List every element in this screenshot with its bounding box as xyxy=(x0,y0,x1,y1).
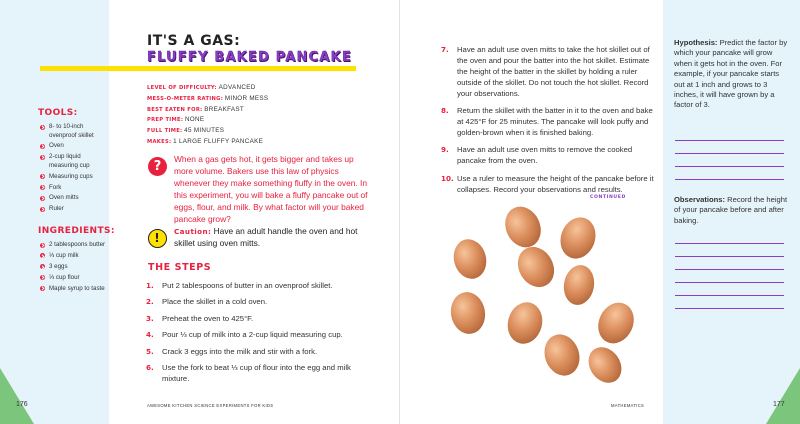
answer-line xyxy=(675,256,784,257)
answer-line xyxy=(675,269,784,270)
answer-line xyxy=(675,140,784,141)
answer-line xyxy=(675,243,784,244)
step-text: Use a ruler to measure the height of the pancake before it collapses. Record your observations and results. xyxy=(457,173,654,194)
list-item-label: Maple syrup to taste xyxy=(49,284,105,292)
corner-decoration-right xyxy=(766,368,800,424)
experiment-meta xyxy=(147,83,377,148)
list-item-label: Oven mitts xyxy=(49,194,79,202)
step-text: Preheat the oven to 425°F. xyxy=(162,313,254,323)
step-item xyxy=(146,329,374,340)
observations-answer-lines xyxy=(675,243,784,322)
question-mark-icon: ? xyxy=(148,157,167,176)
check-bullet-icon xyxy=(40,286,45,291)
answer-line xyxy=(675,179,784,180)
eggs-photo xyxy=(440,205,650,385)
meta-key: MESS-O-METER RATING: xyxy=(147,95,224,102)
step-text: Put 2 tablespoons of butter in an ovenproof skillet. xyxy=(162,281,333,290)
list-item-label: Measuring cups xyxy=(49,172,93,180)
meta-value: NONE xyxy=(184,116,205,124)
title-line2: FLUFFY BAKED PANCAKE xyxy=(147,50,353,65)
list-item xyxy=(40,123,108,140)
observations-label: Observations: xyxy=(674,195,726,204)
list-item xyxy=(40,241,108,250)
egg xyxy=(448,289,489,336)
egg xyxy=(449,236,490,283)
steps-list-right xyxy=(441,44,655,201)
step-item xyxy=(441,44,655,99)
step-text: Place the skillet in a cold oven. xyxy=(162,297,268,307)
step-item xyxy=(146,362,374,384)
list-item-label: ⅓ cup flour xyxy=(49,273,80,281)
section-footer: MATHEMATICS xyxy=(611,403,645,408)
step-number: 1. xyxy=(146,281,154,290)
step-item xyxy=(441,144,655,166)
caution-text xyxy=(174,226,374,250)
egg xyxy=(592,297,641,349)
step-number: 6. xyxy=(146,362,154,372)
check-bullet-icon xyxy=(40,196,45,201)
list-item-label: ⅓ cup milk xyxy=(49,251,79,259)
check-bullet-icon xyxy=(40,253,45,258)
meta-key: MAKES: xyxy=(147,138,172,145)
list-item-label: Ruler xyxy=(49,205,64,213)
list-item-label: 3 eggs xyxy=(49,262,68,270)
answer-line xyxy=(675,282,784,283)
egg xyxy=(561,263,597,308)
meta-value: MINOR MESS xyxy=(224,94,269,102)
meta-row xyxy=(147,83,377,94)
step-text: Return the skillet with the batter in it to the oven and bake at 425°F for 25 minutes. The pancake will look puffy and golden-brown when it is finished baking. xyxy=(457,106,653,138)
check-bullet-icon xyxy=(40,207,45,212)
step-number: 7. xyxy=(441,45,449,54)
list-item xyxy=(40,153,108,170)
ingredients-list xyxy=(40,241,108,295)
step-number: 10. xyxy=(441,173,454,183)
meta-row xyxy=(147,105,377,116)
list-item xyxy=(40,274,108,283)
intro-text: When a gas gets hot, it gets bigger and takes up more volume. Bakers use this law of physics whenever they make something fluffy in the oven. In this experiment, you will bake a fluffy pancake out of eggs, flour, and milk. By what factor will your baked pancake grow? xyxy=(174,154,368,224)
list-item-label: 8- to 10-inch ovenproof skillet xyxy=(49,123,94,139)
hypothesis-answer-lines xyxy=(675,140,784,192)
title-highlight-bar xyxy=(40,66,356,71)
check-bullet-icon xyxy=(40,185,45,190)
step-text: Have an adult use oven mitts to remove the cooked pancake from the oven. xyxy=(457,145,633,166)
title-line1: IT'S A GAS: xyxy=(147,33,241,49)
step-item xyxy=(441,173,655,195)
step-number: 8. xyxy=(441,106,449,116)
list-item xyxy=(40,142,108,151)
step-text: Pour ⅓ cup of milk into a 2-cup liquid measuring cup. xyxy=(162,330,343,340)
step-item xyxy=(146,346,374,357)
meta-key: PREP TIME: xyxy=(147,117,184,124)
check-bullet-icon xyxy=(40,125,45,130)
check-bullet-icon xyxy=(40,243,45,248)
egg xyxy=(503,298,547,347)
meta-value: BREAKFAST xyxy=(204,105,245,113)
steps-list-left xyxy=(146,280,374,389)
list-item xyxy=(40,184,108,193)
caution-label: Caution: xyxy=(174,227,212,236)
step-number: 3. xyxy=(146,313,154,323)
check-bullet-icon xyxy=(40,144,45,149)
list-item-label: 2 tablespoons butter xyxy=(49,241,106,248)
check-bullet-icon xyxy=(40,275,45,280)
meta-key: FULL TIME: xyxy=(147,128,183,135)
answer-line xyxy=(675,308,784,309)
book-title-footer: AWESOME KITCHEN SCIENCE EXPERIMENTS FOR KIDS xyxy=(147,403,274,408)
step-item xyxy=(146,313,374,324)
observations-box xyxy=(674,195,790,226)
meta-row xyxy=(147,94,377,105)
egg xyxy=(582,341,628,385)
meta-value: ADVANCED xyxy=(218,84,256,91)
continued-label: CONTINUED xyxy=(590,195,626,200)
ingredients-heading: INGREDIENTS: xyxy=(38,226,115,236)
check-bullet-icon xyxy=(40,155,45,160)
step-text: Have an adult use oven mitts to take the hot skillet out of the oven and pour the batter into the hot skillet. Estimate the height of the batter in the skillet by holding a ruler outside of the skillet. Do not touch the hot skillet. Record your observations. xyxy=(457,45,650,98)
egg xyxy=(539,329,585,380)
step-number: 9. xyxy=(441,145,449,155)
check-bullet-icon xyxy=(40,174,45,179)
tools-heading: TOOLS: xyxy=(38,108,78,118)
list-item xyxy=(40,252,108,261)
list-item-label: Fork xyxy=(49,183,62,191)
step-text: Crack 3 eggs into the milk and stir with a fork. xyxy=(162,346,318,356)
meta-row xyxy=(147,126,377,137)
observations-text: Record the height of your pancake before and after baking. xyxy=(674,195,788,225)
list-item xyxy=(40,194,108,203)
list-item xyxy=(40,205,108,214)
answer-line xyxy=(675,153,784,154)
step-item xyxy=(441,105,655,138)
page-number-right: 177 xyxy=(773,401,785,408)
meta-row xyxy=(147,137,377,148)
meta-value: 45 MINUTES xyxy=(184,127,225,135)
tools-list xyxy=(40,123,108,216)
step-text: Use the fork to beat ⅓ cup of flour into the egg and milk mixture. xyxy=(162,362,351,383)
meta-row xyxy=(147,115,377,126)
step-number: 4. xyxy=(146,330,154,340)
meta-key: BEST EATEN FOR: xyxy=(147,106,203,113)
check-bullet-icon xyxy=(40,264,45,269)
step-number: 2. xyxy=(146,297,154,307)
step-item xyxy=(146,280,374,291)
answer-line xyxy=(675,295,784,296)
caution-body: Have an adult handle the oven and hot skillet using oven mitts. xyxy=(174,226,358,248)
list-item-label: Oven xyxy=(49,142,64,150)
steps-heading: THE STEPS xyxy=(148,262,212,273)
meta-value: 1 LARGE FLUFFY PANCAKE xyxy=(173,137,264,145)
meta-key: LEVEL OF DIFFICULTY: xyxy=(147,85,217,91)
hypothesis-label: Hypothesis: xyxy=(674,38,718,47)
egg xyxy=(511,240,561,293)
hypothesis-text: Predict the factor by which your pancake will grow when it gets hot in the oven. For example, if your pancake starts out at 1 inch and grows to 3 inches, it will have grown by a factor of 3. xyxy=(674,38,788,110)
page-number-left: 176 xyxy=(16,401,28,408)
step-item xyxy=(146,296,374,307)
answer-line xyxy=(675,166,784,167)
list-item xyxy=(40,263,108,272)
hypothesis-box xyxy=(674,38,790,111)
egg xyxy=(555,212,601,263)
exclamation-icon: ! xyxy=(148,229,167,248)
step-number: 5. xyxy=(146,346,154,356)
list-item-label: 2-cup liquid measuring cup xyxy=(49,153,90,169)
egg xyxy=(499,205,548,253)
corner-decoration-left xyxy=(0,368,34,424)
list-item xyxy=(40,285,108,294)
list-item xyxy=(40,173,108,182)
